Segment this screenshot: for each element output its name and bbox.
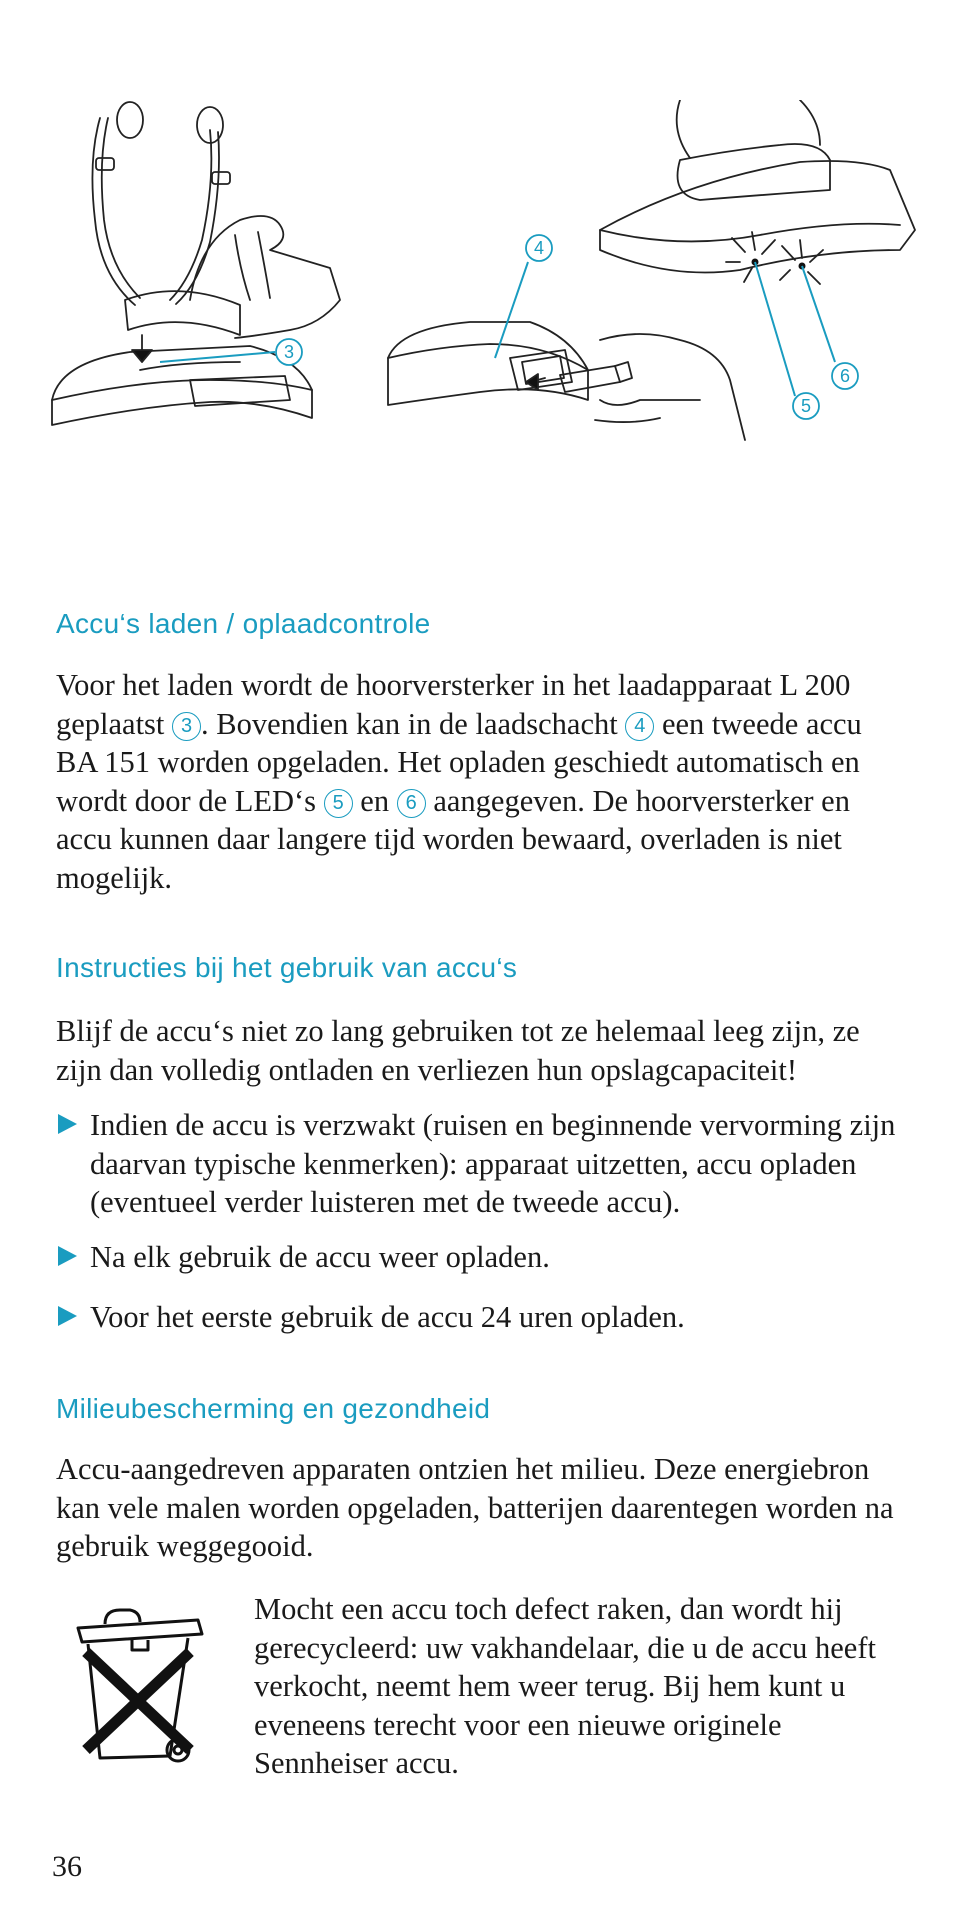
callout-ref-3: 3 [172,712,201,741]
bullet-arrow-icon [58,1246,77,1266]
callout-5: 5 [800,396,812,416]
charger-illustration [40,100,920,500]
bullet-item: Indien de accu is verzwakt (ruisen en beginnende vervorming zijn daarvan typische kenmerken): apparaat uitzetten, accu opladen (eventueel verder luisteren met de tweede accu). [56,1106,906,1222]
bullet-arrow-icon [58,1114,77,1134]
paragraph-charging: Voor het laden wordt de hoorversterker in het laadapparaat L 200 geplaatst 3 . Bovendien kan in de laadschacht 4 een tweede accu BA 151 worden opgeladen. Het opladen geschiedt automatisch en wordt door de LED‘s 5 en 6 aangegeven. De hoorversterker en accu kunnen daar langere tijd worden bewaard, overladen is niet mogelijk. [56,668,862,895]
bullet-arrow-icon [58,1306,77,1326]
callout-ref-5: 5 [324,789,353,818]
callout-4: 4 [533,238,545,258]
paragraph-environment: Accu-aangedreven apparaten ontzien het milieu. Deze energiebron kan vele malen worden opgeladen, batterijen daarentegen worden na gebruik weggegooid. [56,1452,894,1563]
callout-6: 6 [839,366,851,386]
heading-environment: Milieubescherming en gezondheid [56,1393,491,1424]
bullet-item: Voor het eerste gebruik de accu 24 uren opladen. [56,1298,906,1337]
callout-ref-4: 4 [625,712,654,741]
callout-3: 3 [283,342,295,362]
paragraph-recycling: Mocht een accu toch defect raken, dan wordt hij gerecycleerd: uw vakhandelaar, die u de accu heeft verkocht, neemt hem weer terug. Bij hem kunt u eveneens terecht voor een nieuwe originele Sennheiser accu. [254,1592,876,1780]
paragraph-instructions: Blijf de accu‘s niet zo lang gebruiken tot ze helemaal leeg zijn, ze zijn dan volledig ontladen en verliezen hun opslagcapaciteit! [56,1014,860,1087]
crossed-bin-icon [70,1600,210,1770]
heading-instructions: Instructies bij het gebruik van accu‘s [56,952,518,983]
callout-ref-6: 6 [397,789,426,818]
heading-charging: Accu‘s laden / oplaadcontrole [56,608,431,639]
bullet-item: Na elk gebruik de accu weer opladen. [56,1238,906,1277]
page-number: 36 [52,1850,82,1883]
